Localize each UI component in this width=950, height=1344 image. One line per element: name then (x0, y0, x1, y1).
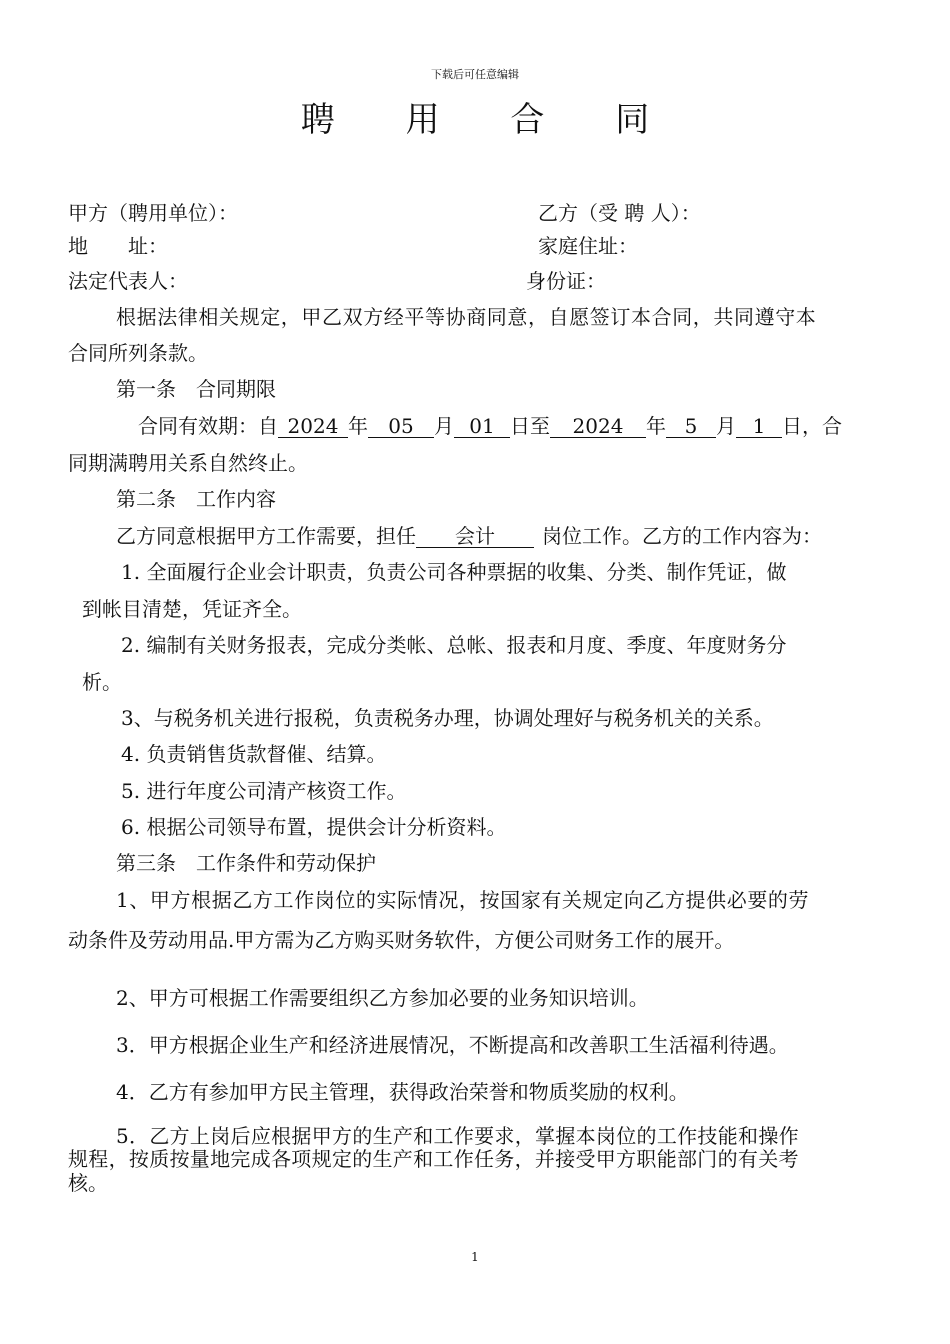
art3-p1-line-2: 动条件及劳动用品.甲方需为乙方购买财务软件，方便公司财务工作的展开。 (68, 928, 735, 952)
duty-1-line-2: 到帐目清楚，凭证齐全。 (82, 597, 302, 621)
term-month-2: 月 (716, 414, 736, 438)
duty-1-line-1: 1. 全面履行企业会计职责，负责公司各种票据的收集、分类、制作凭证，做 (121, 560, 787, 584)
duty-line (116, 519, 822, 553)
intro-line-2: 合同所列条款。 (68, 341, 208, 365)
term-year-1: 年 (348, 414, 368, 438)
article-3-title: 第三条 工作条件和劳动保护 (116, 851, 376, 875)
intro-line-1: 根据法律相关规定，甲乙双方经平等协商同意，自愿签订本合同，共同遵守本 (116, 305, 817, 329)
end-month: 5 (666, 415, 716, 438)
art3-p4: 4．乙方有参加甲方民主管理，获得政治荣誉和物质奖励的权利。 (116, 1080, 689, 1104)
duty-6: 6. 根据公司领导布置，提供会计分析资料。 (121, 815, 507, 839)
home-address-label: 家庭住址： (538, 234, 638, 258)
legal-rep-label: 法定代表人： (68, 269, 188, 293)
start-month: 05 (368, 415, 434, 438)
position-field: 会计 (416, 525, 534, 548)
term-suffix: 日，合 (782, 414, 842, 438)
id-card-label: 身份证： (526, 269, 606, 293)
end-year: 2024 (550, 415, 646, 438)
art3-p2: 2、甲方可根据工作需要组织乙方参加必要的业务知识培训。 (116, 986, 649, 1010)
term-year-2: 年 (646, 414, 666, 438)
term-month-1: 月 (434, 414, 454, 438)
duty-prefix: 乙方同意根据甲方工作需要，担任 (116, 524, 416, 548)
duty-suffix: 岗位工作。乙方的工作内容为： (542, 524, 822, 548)
duty-3: 3、与税务机关进行报税，负责税务办理，协调处理好与税务机关的关系。 (121, 706, 774, 730)
art3-p5-line-2: 规程，按质按量地完成各项规定的生产和工作任务，并接受甲方职能部门的有关考 (68, 1147, 799, 1171)
contract-term-line (138, 409, 842, 443)
duty-2-line-1: 2. 编制有关财务报表，完成分类帐、总帐、报表和月度、季度、年度财务分 (121, 633, 787, 657)
page-number: 1 (471, 1250, 479, 1264)
term-line-2: 同期满聘用关系自然终止。 (68, 451, 308, 475)
art3-p5-line-3: 核。 (68, 1171, 108, 1195)
article-1-title: 第一条 合同期限 (116, 377, 276, 401)
duty-4: 4. 负责销售货款督催、结算。 (121, 742, 387, 766)
art3-p1-line-1: 1、甲方根据乙方工作岗位的实际情况，按国家有关规定向乙方提供必要的劳 (116, 888, 810, 912)
term-prefix: 合同有效期：自 (138, 414, 278, 438)
header-note: 下载后可任意编辑 (431, 68, 519, 81)
document-title: 聘 用 合 同 (300, 100, 680, 140)
end-day: 1 (736, 415, 782, 438)
party-b-label: 乙方（受 聘 人）： (538, 201, 701, 225)
art3-p3: 3．甲方根据企业生产和经济进展情况，不断提高和改善职工生活福利待遇。 (116, 1033, 789, 1057)
address-label: 地 址： (68, 234, 168, 258)
duty-5: 5. 进行年度公司清产核资工作。 (121, 779, 407, 803)
term-to: 日至 (510, 414, 550, 438)
duty-2-line-2: 析。 (82, 670, 122, 694)
art3-p5-line-1: 5．乙方上岗后应根据甲方的生产和工作要求，掌握本岗位的工作技能和操作 (116, 1124, 799, 1148)
article-2-title: 第二条 工作内容 (116, 487, 276, 511)
start-day: 01 (454, 415, 510, 438)
start-year: 2024 (278, 415, 348, 438)
party-a-label: 甲方（聘用单位）： (68, 201, 238, 225)
